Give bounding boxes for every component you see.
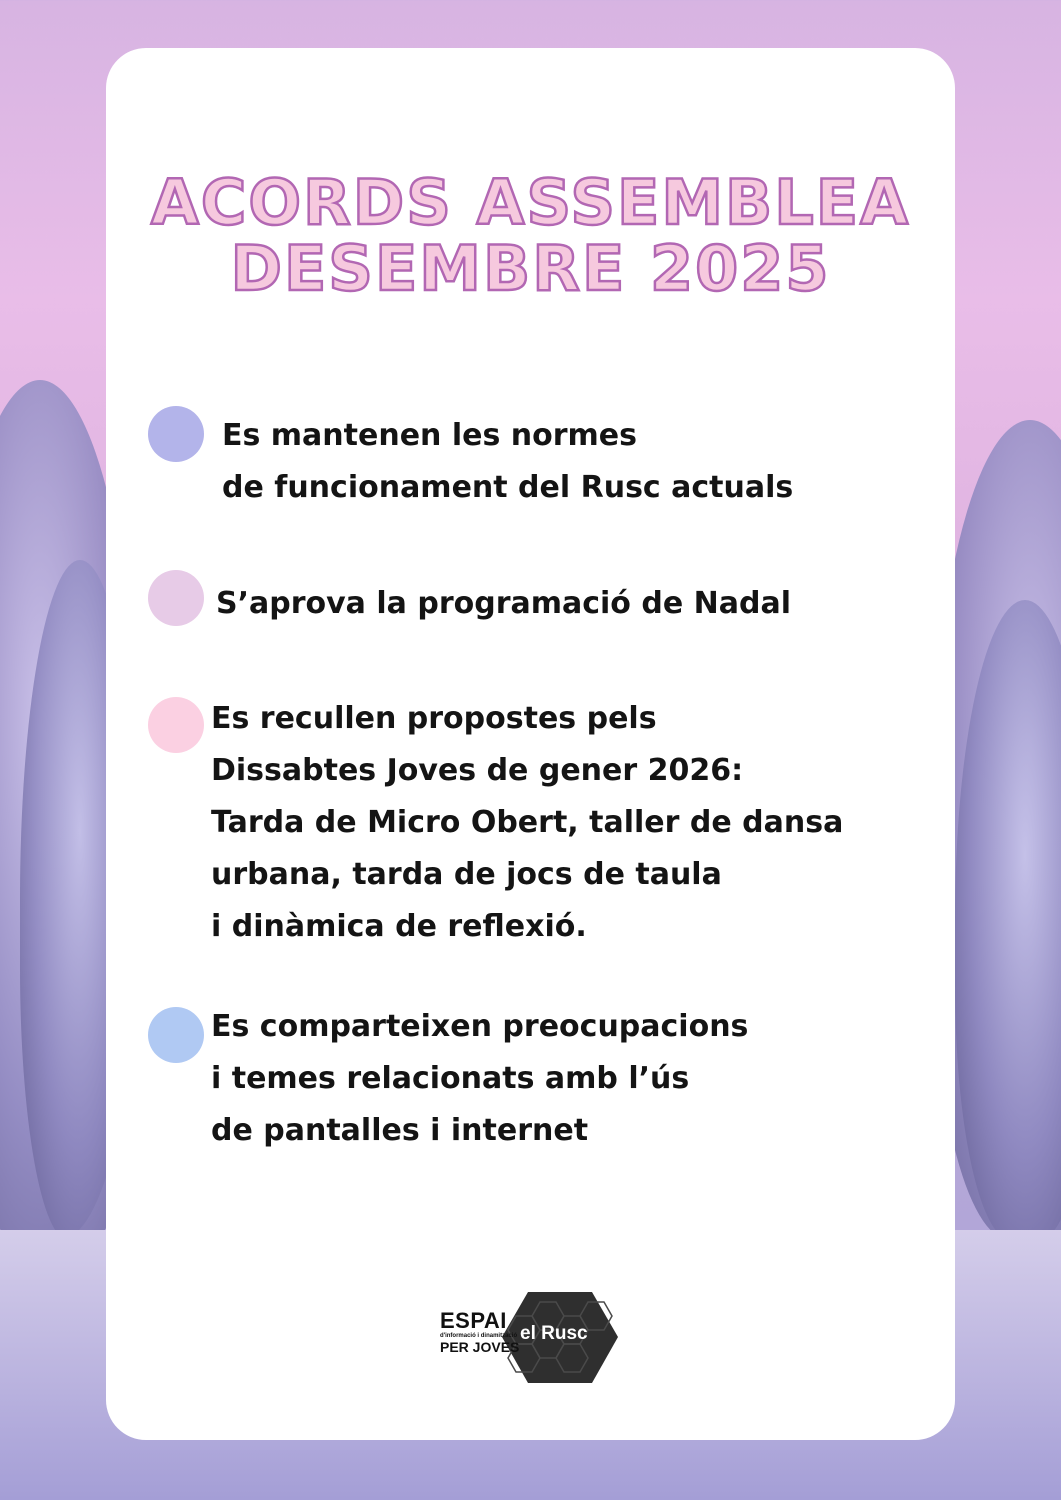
item-4-line-2: i temes relacionats amb l’ús bbox=[211, 1061, 690, 1096]
agreement-item-1 bbox=[222, 410, 793, 514]
item-3-line-4: urbana, tarda de jocs de taula bbox=[211, 857, 722, 892]
logo-wordmark bbox=[440, 1310, 519, 1354]
item-3-line-3: Tarda de Micro Obert, taller de dansa bbox=[211, 805, 844, 840]
logo-per-joves: PER JOVES bbox=[440, 1339, 520, 1355]
logo-espai: ESPAI bbox=[440, 1308, 507, 1333]
espai-el-rusc-logo bbox=[440, 1290, 620, 1385]
title-line-2: DESEMBRE 2025 bbox=[230, 232, 831, 305]
logo-subtitle: d'informació i dinamització bbox=[440, 1333, 518, 1339]
page-title bbox=[0, 166, 1061, 305]
agreement-item-3 bbox=[211, 693, 843, 953]
agreement-item-2 bbox=[216, 578, 791, 630]
title-line-1: ACORDS ASSEMBLEA bbox=[150, 166, 911, 239]
item-3-line-2: Dissabtes Joves de gener 2026: bbox=[211, 753, 744, 788]
bullet-dot-4 bbox=[148, 1007, 204, 1063]
bullet-dot-3 bbox=[148, 697, 204, 753]
item-3-line-1: Es recullen propostes pels bbox=[211, 701, 657, 736]
item-3-line-5: i dinàmica de reflexió. bbox=[211, 909, 587, 944]
agreement-item-4 bbox=[211, 1001, 748, 1157]
item-1-line-2: de funcionament del Rusc actuals bbox=[222, 470, 794, 505]
item-1-line-1: Es mantenen les normes bbox=[222, 418, 638, 453]
item-4-line-1: Es comparteixen preocupacions bbox=[211, 1009, 749, 1044]
item-2-line-1: S’aprova la programació de Nadal bbox=[216, 586, 791, 621]
bullet-dot-1 bbox=[148, 406, 204, 462]
logo-el-rusc: el Rusc bbox=[520, 1323, 588, 1344]
item-4-line-3: de pantalles i internet bbox=[211, 1113, 589, 1148]
bullet-dot-2 bbox=[148, 570, 204, 626]
